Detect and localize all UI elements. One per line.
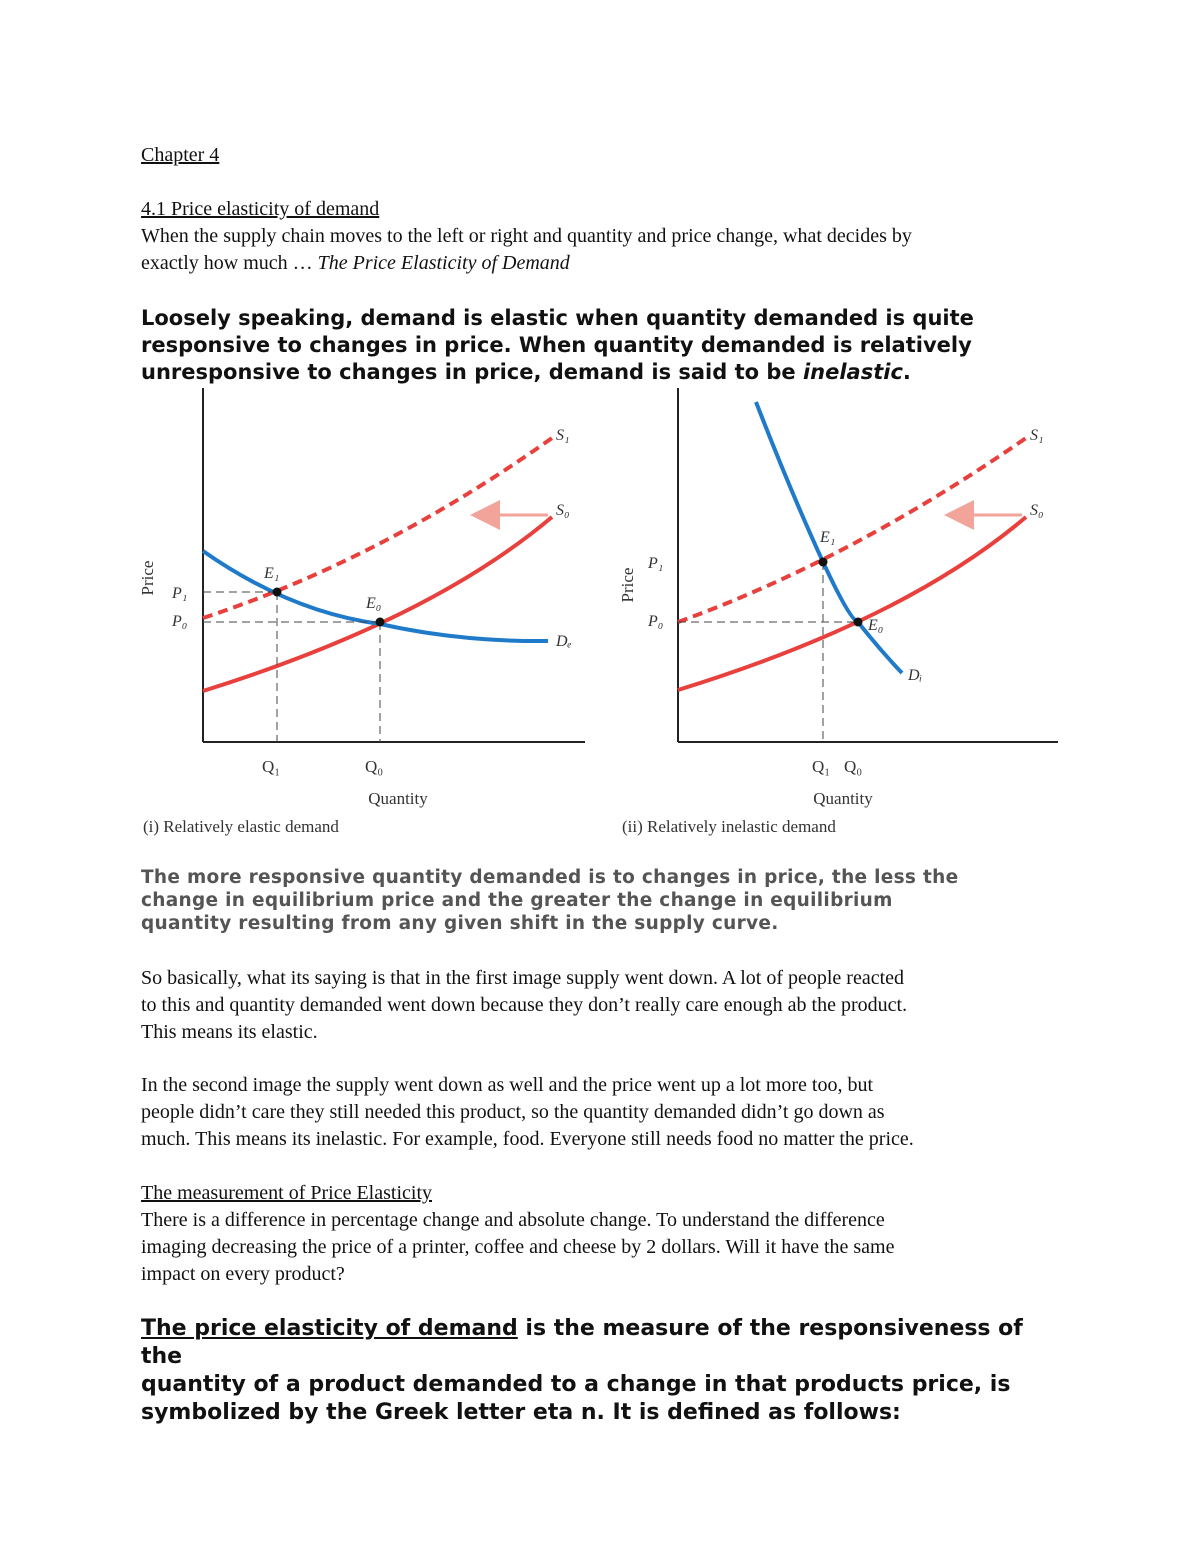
panel-caption: (i) Relatively elastic demand: [143, 817, 339, 836]
body-line: In the second image the supply went down as well and the price went up a lot more too, but: [141, 1074, 874, 1096]
equilibrium-label-e0: E₀: [366, 595, 382, 612]
price-label-p1: P₁: [648, 555, 664, 572]
body-line: This means its elastic.: [141, 1021, 318, 1043]
definition-line: responsive to changes in price. When quantity demanded is relatively: [141, 333, 972, 357]
supply-label-s1: S₁: [556, 427, 570, 444]
y-axis-label: Price: [618, 567, 637, 603]
demand-label-di: Dᵢ: [908, 667, 923, 684]
panel-caption: (ii) Relatively inelastic demand: [622, 817, 836, 836]
equilibrium-e1: [819, 558, 828, 567]
equilibrium-label-e1: E₁: [820, 529, 836, 546]
defined-term: The price elasticity of demand: [141, 1316, 518, 1341]
supply-curve-s1: [203, 438, 552, 618]
body-line: much. This means its inelastic. For example, food. Everyone still needs food no matter the price.: [141, 1128, 914, 1150]
price-label-p0: P₀: [648, 613, 664, 630]
panel-elastic: [138, 388, 585, 836]
elasticity-figure: [0, 380, 1200, 850]
explanation-paragraph-1: [141, 965, 1061, 1046]
section-heading: The measurement of Price Elasticity: [141, 1182, 433, 1204]
explanation-paragraph-2: [141, 1072, 1061, 1153]
supply-curve-s1: [678, 438, 1026, 622]
x-axis-label: Quantity: [813, 789, 873, 808]
definition-line: [141, 1315, 1061, 1371]
elasticity-definition: [141, 1315, 1061, 1427]
equilibrium-e0: [376, 618, 385, 627]
summary-line: change in equilibrium price and the greater the change in equilibrium: [141, 890, 893, 911]
price-label-p1: P₁: [172, 585, 188, 602]
supply-label-s0: S₀: [1030, 502, 1044, 519]
emphasis-text: The Price Elasticity of Demand: [317, 252, 570, 274]
body-line: people didn’t care they still needed this product, so the quantity demanded didn’t go down as: [141, 1101, 885, 1123]
definition-line: symbolized by the Greek letter eta n. It is defined as follows:: [141, 1400, 901, 1425]
body-line: There is a difference in percentage change and absolute change. To understand the difference: [141, 1209, 885, 1231]
summary-line: quantity resulting from any given shift in the supply curve.: [141, 913, 779, 934]
quantity-label-q0: Q₀: [365, 757, 384, 776]
definition-line: quantity of a product demanded to a change in that products price, is: [141, 1372, 1011, 1397]
section-measurement: [141, 1180, 1061, 1288]
supply-label-s0: S₀: [556, 502, 570, 519]
body-text: exactly how much …: [141, 252, 318, 274]
definition-emphasis: inelastic: [802, 360, 903, 384]
body-line: When the supply chain moves to the left or right and quantity and price change, what decides by: [141, 225, 912, 247]
body-line: impact on every product?: [141, 1263, 345, 1285]
equilibrium-e1: [273, 588, 282, 597]
definition-paragraph: [141, 305, 1061, 386]
definition-line: Loosely speaking, demand is elastic when quantity demanded is quite: [141, 306, 974, 330]
chapter-title: Chapter 4: [141, 144, 220, 166]
quantity-label-q1: Q₁: [262, 757, 281, 776]
panel-inelastic: [618, 388, 1058, 836]
summary-line: The more responsive quantity demanded is to changes in price, the less the: [141, 867, 959, 888]
definition-text: unresponsive to changes in price, demand is said to be: [141, 360, 803, 384]
price-label-p0: P₀: [172, 613, 188, 630]
body-line: So basically, what its saying is that in the first image supply went down. A lot of people reacted: [141, 967, 905, 989]
body-line: imaging decreasing the price of a printer, coffee and cheese by 2 dollars. Will it have the same: [141, 1236, 895, 1258]
body-line: to this and quantity demanded went down because they don’t really care enough ab the product.: [141, 994, 908, 1016]
x-axis-label: Quantity: [368, 789, 428, 808]
quantity-label-q1: Q₁: [812, 757, 831, 776]
supply-label-s1: S₁: [1030, 427, 1044, 444]
body-line: [141, 250, 1061, 277]
demand-label-de: Dₑ: [556, 633, 572, 650]
y-axis-label: Price: [138, 560, 157, 596]
equilibrium-e0: [854, 618, 863, 627]
section-elasticity: [141, 196, 1061, 277]
definition-end: .: [902, 360, 911, 384]
equilibrium-label-e0: E₀: [868, 617, 884, 634]
definition-text: is the measure of the responsiveness of the: [141, 1316, 1023, 1369]
section-heading: 4.1 Price elasticity of demand: [141, 198, 380, 220]
quantity-label-q0: Q₀: [844, 757, 863, 776]
summary-paragraph: [141, 866, 1061, 935]
equilibrium-label-e1: E₁: [264, 565, 280, 582]
